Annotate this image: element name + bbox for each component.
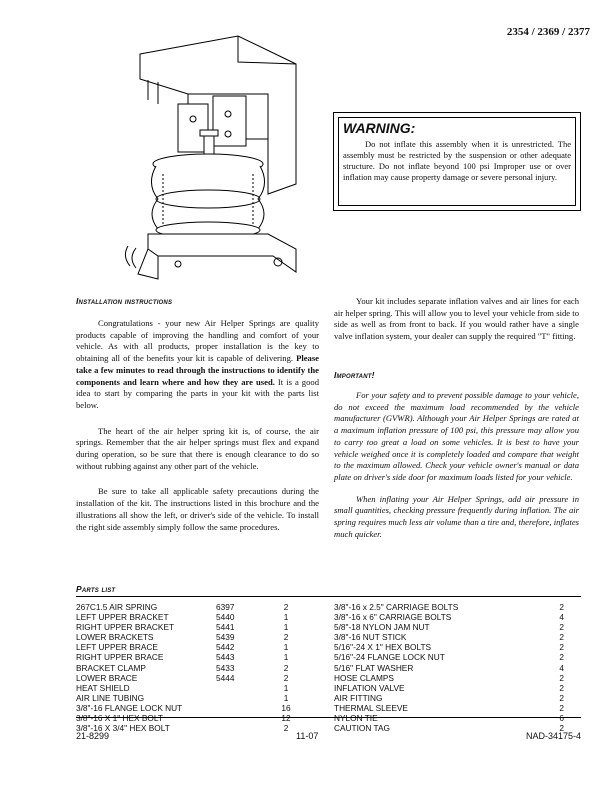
part-quantity: 2 [283,632,289,643]
part-quantity: 4 [559,662,564,673]
part-description: 3/8"-16 X 1" HEX BOLT [76,713,163,724]
parts-row [76,683,316,693]
installation-text-left [76,318,319,533]
parts-list-heading-text: Parts list [76,584,116,594]
installation-text-right [334,296,579,343]
part-quantity: 2 [559,723,564,734]
part-number: 6397 [216,602,235,612]
part-description: 3/8"-16 FLANGE LOCK NUT [76,702,183,713]
part-quantity: 6 [559,713,564,724]
part-description: HEAT SHIELD [76,682,130,693]
installation-paragraph-3: Be sure to take all applicable safety precautions during the installation of the kit. The instructions listed in this brochure and the illustrations all show the left, or driver's side of the vehicle. To install the right side assembly simply follow the same procedures. [76,486,319,532]
air-spring-assembly-illustration [118,34,308,284]
parts-list-heading [76,584,115,594]
parts-row [334,713,581,723]
part-description: 3/8"-16 x 2.5" CARRIAGE BOLTS [334,602,459,612]
parts-row [76,673,316,683]
part-quantity: 1 [283,612,289,623]
parts-row [76,642,316,652]
parts-row [76,622,316,632]
part-description: 3/8"-16 NUT STICK [334,632,407,643]
parts-row [334,673,581,683]
parts-row [76,602,316,612]
parts-row [76,723,316,733]
part-number [216,703,276,713]
parts-row [334,602,581,612]
part-quantity: 2 [559,652,564,663]
important-paragraph-2: When inflating your Air Helper Springs, add air pressure in small quantities, checking pressure frequently during inflation. The air spring requires much less air volume than a tire and, therefore, inflates much quicker. [334,493,579,539]
part-quantity: 2 [559,602,564,612]
parts-list-top-rule [76,596,581,597]
parts-row [334,632,581,642]
important-heading-text: Important! [334,370,375,380]
part-number: 5442 [216,642,235,653]
installation-heading-text: Installation instructions [76,296,173,306]
part-quantity: 1 [283,652,289,663]
part-quantity: 2 [559,682,564,693]
part-description: LOWER BRACKETS [76,632,154,643]
part-number [216,693,276,703]
part-quantity: 2 [559,642,564,653]
part-quantity: 1 [283,682,289,693]
part-quantity: 2 [559,622,564,633]
part-description: 5/16"-24 FLANGE LOCK NUT [334,652,445,663]
part-description: 5/16"-24 X 1" HEX BOLTS [334,642,432,653]
parts-row [76,693,316,703]
part-quantity: 2 [559,632,564,643]
parts-list-left-column [76,602,316,733]
part-quantity: 1 [283,622,289,633]
parts-list-right-column [334,602,581,733]
part-description: AIR LINE TUBING [76,692,145,703]
parts-row [334,642,581,652]
part-number [216,683,276,693]
part-description: LOWER BRACE [76,672,138,683]
part-quantity: 12 [281,713,291,724]
parts-row [334,683,581,693]
part-number [216,723,276,733]
part-description: 3/8"-16 X 3/4" HEX BOLT [76,723,170,734]
part-quantity: 16 [281,702,291,713]
part-description: HOSE CLAMPS [334,672,394,683]
part-number: 5443 [216,652,235,663]
part-quantity: 2 [559,702,564,713]
important-text [334,390,579,540]
part-description: CAUTION TAG [334,723,390,734]
important-heading [334,370,375,380]
part-quantity: 2 [283,723,289,734]
warning-title: WARNING: [343,120,416,136]
part-description: 5/8"-18 NYLON JAM NUT [334,622,430,633]
parts-row [334,652,581,662]
parts-row [334,703,581,713]
footer-part-number: 21-8299 [76,731,110,741]
part-description: LEFT UPPER BRACE [76,642,158,653]
part-quantity: 2 [559,672,564,683]
parts-row [76,652,316,662]
parts-row [76,632,316,642]
part-description: LEFT UPPER BRACKET [76,612,169,623]
part-number: 5440 [216,612,235,623]
part-description: RIGHT UPPER BRACE [76,652,164,663]
part-quantity: 4 [559,612,564,623]
parts-row [334,612,581,622]
part-description: 3/8"-16 x 6" CARRIAGE BOLTS [334,612,452,623]
footer-date: 11-07 [296,731,319,741]
model-numbers: 2354 / 2369 / 2377 [506,26,590,38]
parts-row [76,663,316,673]
parts-row [76,703,316,713]
part-number [216,713,276,723]
warning-box [333,112,581,211]
parts-row [76,713,316,723]
part-description: BRACKET CLAMP [76,662,146,673]
part-description: AIR FITTING [334,692,383,703]
part-description: INFLATION VALVE [334,682,405,693]
part-number: 5444 [216,672,235,683]
part-description: RIGHT UPPER BRACKET [76,622,175,633]
part-number: 5439 [216,632,235,643]
part-description: NYLON TIE [334,713,378,724]
part-description: 267C1.5 AIR SPRING [76,602,158,612]
parts-row [334,663,581,673]
part-number: 5433 [216,662,235,673]
installation-heading [76,296,172,306]
footer-document-number: NAD-34175-4 [525,731,581,741]
part-description: THERMAL SLEEVE [334,702,408,713]
installation-paragraph-4: Your kit includes separate inflation valves and air lines for each air helper spring. This will allow you to level your vehicle from side to side as well as from front to back. If you would rather have a single valve inflation system, your dealer can supply the required "T" fitting. [334,296,579,342]
installation-paragraph-2: The heart of the air helper spring kit is, of course, the air springs. Remember that the air helper springs must flex and expand during operation, so be sure that there is enough clearance to do so without rubbing against any other part of the vehicle. [76,425,319,471]
part-quantity: 2 [283,672,289,683]
part-number: 5441 [216,622,235,633]
part-quantity: 1 [283,642,289,653]
installation-paragraph-1: Congratulations - your new Air Helper Springs are quality products capable of improving the handling and comfort of your vehicle. As with all products, proper installation is the key to obtaining all of the benefits your kit is capable of delivering. Please take a few minutes to read through the instructions to identify the components and learn where and how they are used. It is a good idea to start by comparing the parts in your kit with the parts list below. [76,318,319,410]
parts-list-bottom-rule [76,717,581,718]
part-quantity: 2 [283,602,289,612]
part-quantity: 2 [559,692,564,703]
part-quantity: 1 [283,692,289,703]
parts-row [334,693,581,703]
parts-row [334,622,581,632]
parts-row [76,612,316,622]
important-paragraph-1: For your safety and to prevent possible damage to your vehicle, do not exceed the maximum load recommended by the vehicle manufacturer (GVWR). Although your Air Helper Springs are rated at a maximum inflation pressure of 100 psi, this pressure may allow you to carry too great a load on some vehicles. It is best to have your vehicle weighed once it is completely loaded and compare that weight to the maximum allowed. Check your vehicle owner's manual or data plate on driver's side door for maximum loads listed for your vehicle. [334,390,579,482]
warning-text: Do not inflate this assembly when it is unrestricted. The assembly must be restricted by the suspension or other adequate structure. Do not inflate beyond 100 psi Improper use or over inflation may cause property damage or severe personal injury. [343,139,571,182]
part-quantity: 2 [283,662,289,673]
part-description: 5/16" FLAT WASHER [334,662,414,673]
